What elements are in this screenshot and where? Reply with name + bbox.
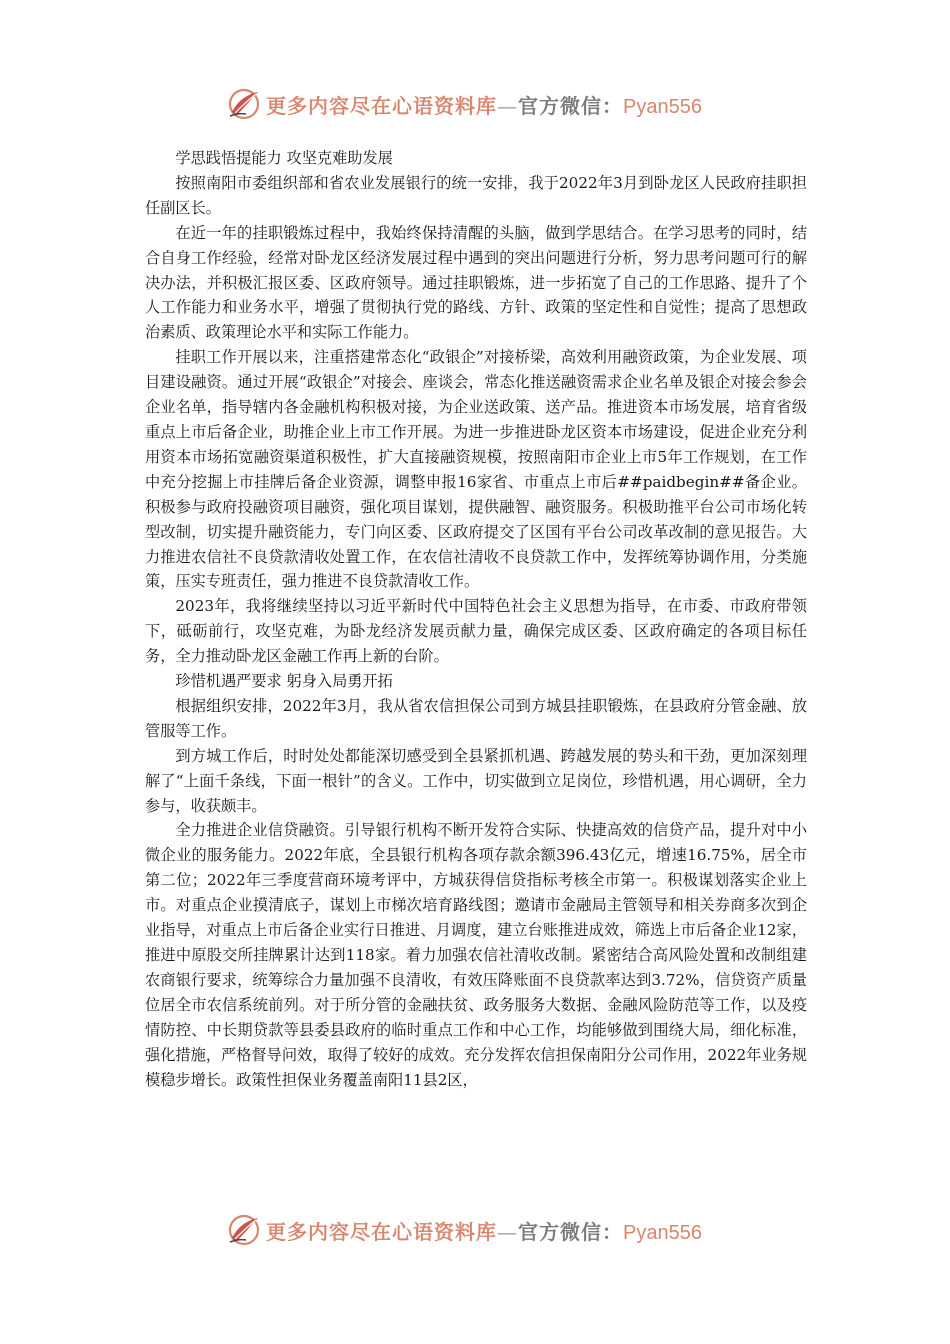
banner-site-name: 更多内容尽在心语资料库 <box>266 93 497 118</box>
paragraph: 2023年，我将继续坚持以习近平新时代中国特色社会主义思想为指导，在市委、市政府带领下，砥砺前行，攻坚克难，为卧龙经济发展贡献力量，确保完成区委、区政府确定的各项目标任务，全力推动卧龙区金融工作再上新的台阶。 <box>145 597 807 666</box>
header-banner <box>226 84 746 124</box>
paragraph: 根据组织安排，2022年3月，我从省农信担保公司到方城县挂职锻炼，在县政府分管金融、放管服等工作。 <box>145 696 807 740</box>
banner-dash: — <box>497 93 518 118</box>
leaf-swirl-logo-icon <box>226 86 262 122</box>
paragraph: 到方城工作后，时时处处都能深切感受到全县紧抓机遇、跨越发展的势头和干劲，更加深刻理解了“上面千条线，下面一根针”的含义。工作中，切实做到立足岗位，珍惜机遇，用心调研，全力参与，收获颇丰。 <box>145 746 807 815</box>
paragraph: 按照南阳市委组织部和省农业发展银行的统一安排，我于2022年3月到卧龙区人民政府挂职担任副区长。 <box>145 173 807 217</box>
banner-text <box>266 90 702 119</box>
footer-banner <box>226 1210 746 1250</box>
banner-wechat-label: 官方微信： <box>518 93 623 118</box>
banner-text <box>266 1216 702 1245</box>
paragraph: 挂职工作开展以来，注重搭建常态化“政银企”对接桥梁，高效利用融资政策，为企业发展、项目建设融资。通过开展“政银企”对接会、座谈会，常态化推送融资需求企业名单及银企对接会参会企业名单，指导辖内各金融机构积极对接，为企业送政策、送产品。推进资本市场发展，培育省级重点上市后备企业，助推企业上市工作开展。为进一步推进卧龙区资本市场建设，促进企业充分利用资本市场拓宽融资渠道积极性，扩大直接融资规模，按照南阳市企业上市5年工作规划，在工作中充分挖掘上市挂牌后备企业资源，调整申报16家省、市重点上市后##paidbegin##备企业。积极参与政府投融资项目融资，强化项目谋划，提供融智、融资服务。积极助推平台公司市场化转型改制，切实提升融资能力，专门向区委、区政府提交了区国有平台公司改革改制的意见报告。大力推进农信社不良贷款清收处置工作，在农信社清收不良贷款工作中，发挥统筹协调作用，分类施策，压实专班责任，强力推进不良贷款清收工作。 <box>145 348 807 591</box>
paragraph: 在近一年的挂职锻炼过程中，我始终保持清醒的头脑，做到学思结合。在学习思考的同时，结合自身工作经验，经常对卧龙区经济发展过程中遇到的突出问题进行分析，努力思考问题可行的解决办法，并积极汇报区委、区政府领导。通过挂职锻炼，进一步拓宽了自己的工作思路、提升了个人工作能力和业务水平，增强了贯彻执行党的路线、方针、政策的坚定性和自觉性；提高了思想政治素质、政策理论水平和实际工作能力。 <box>145 223 807 342</box>
document-body <box>145 146 807 1092</box>
section-heading: 学思践悟提能力 攻坚克难助发展 <box>175 149 393 167</box>
section-heading: 珍惜机遇严要求 躬身入局勇开拓 <box>175 672 393 691</box>
banner-site-name: 更多内容尽在心语资料库 <box>266 1219 497 1244</box>
paragraph: 全力推进企业信贷融资。引导银行机构不断开发符合实际、快捷高效的信贷产品，提升对中小微企业的服务能力。2022年底，全县银行机构各项存款余额396.43亿元，增速16.75%，居全市第二位；2022年三季度营商环境考评中，方城获得信贷指标考核全市第一。积极谋划落实企业上市。对重点企业摸清底子，谋划上市梯次培育路线图；邀请市金融局主管领导和相关券商多次到企业指导，对重点上市后备企业实行日推进、月调度，建立台账推进成效，筛选上市后备企业12家，推进中原股交所挂牌累计达到118家。着力加强农信社清收改制。紧密结合高风险处置和改制组建农商银行要求，统筹综合力量加强不良清收，有效压降账面不良贷款率达到3.72%，信贷资产质量位居全市农信系统前列。对于所分管的金融扶贫、政务服务大数据、金融风险防范等工作，以及疫情防控、中长期贷款等县委县政府的临时重点工作和中心工作，均能够做到围绕大局，细化标准，强化措施，严格督导问效，取得了较好的成效。充分发挥农信担保南阳分公司作用，2022年业务规模稳步增长。政策性担保业务覆盖南阳11县2区， <box>145 821 807 1089</box>
leaf-swirl-logo-icon <box>226 1212 262 1248</box>
banner-dash: — <box>497 1219 518 1244</box>
banner-wechat-label: 官方微信： <box>518 1219 623 1244</box>
banner-wechat-id: Pyan556 <box>623 95 702 118</box>
banner-wechat-id: Pyan556 <box>623 1221 702 1244</box>
